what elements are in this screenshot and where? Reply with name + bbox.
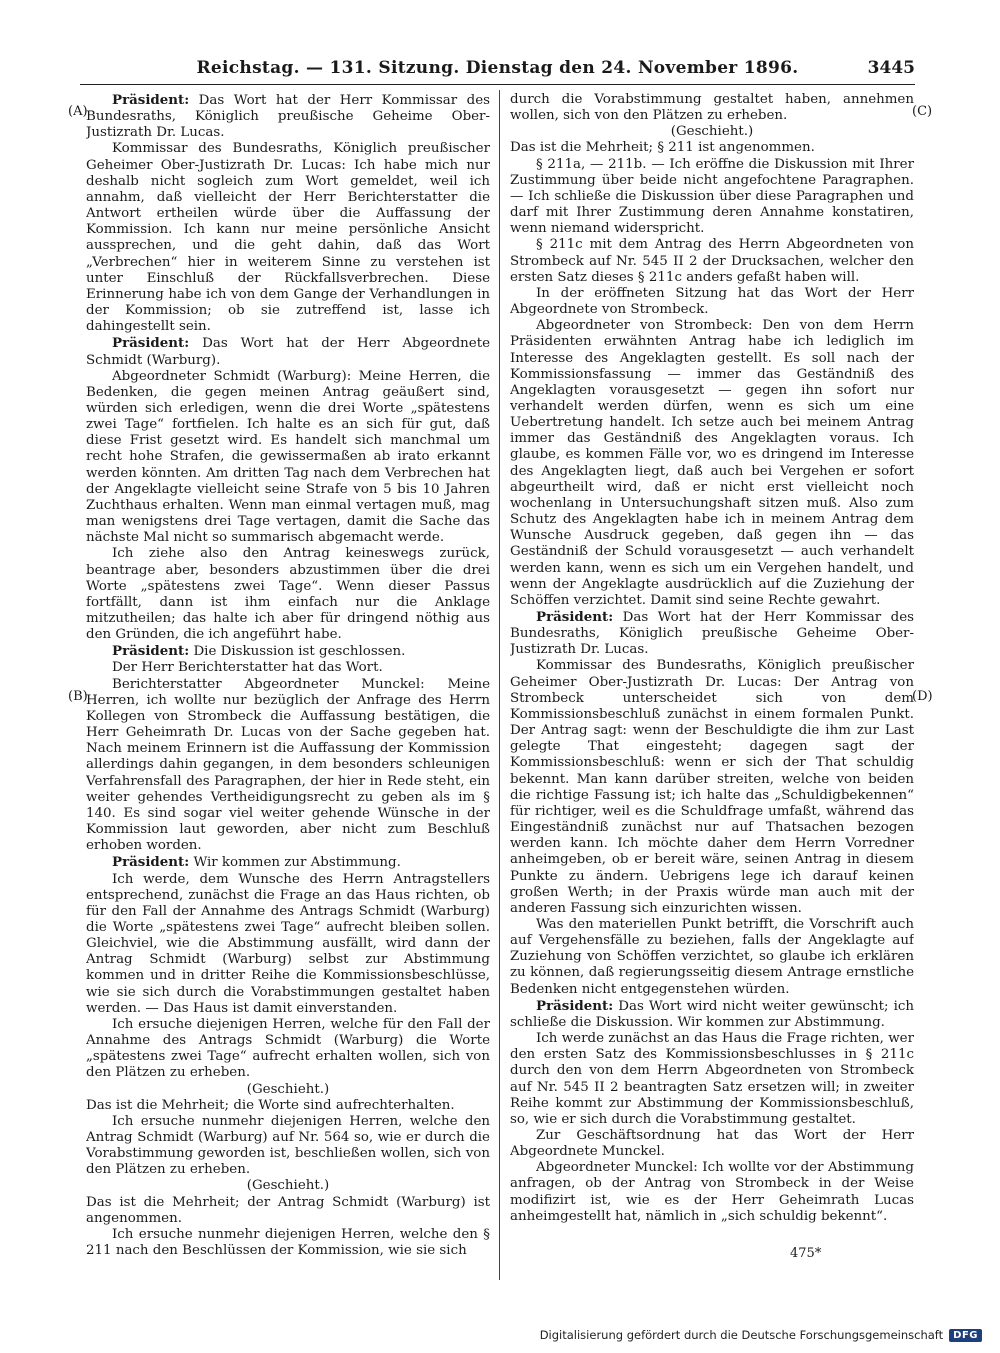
paragraph [86,643,490,660]
paragraph-text: In der eröffneten Sitzung hat das Wort der Herr Abgeordnete von Strombeck. [510,285,914,318]
paragraph-text: Das ist die Mehrheit; der Antrag Schmidt (Warburg) ist angenommen. [86,1194,490,1226]
paragraph-text: (Geschieht.) [670,124,754,140]
margin-marker-c: (C) [912,104,933,119]
paragraph-text: Abgeordneter von Strombeck: Den von dem Herrn Präsidenten erwähnten Antrag habe ich lediglich im Interesse des Angeklagten gestellt. Es soll nach der Kommissionsfassung — immer das Geständniß des Angeklagten vorausgesetzt — gegen ihn sofort nur verhandelt werden dürfen, wenn es sich um eine Uebertretung handelt. Ich setze auch bei meinem Antrag immer das Geständniß des Angeklagten voraus. Ich glaube, es kommen Fälle vor, wo es dringend im Interesse des Angeklagten liegt, daß auch bei Vergehen er sofort abgeurtheilt wird, daß er nicht erst vielleicht noch wochenlang in Untersuchungshaft sitzen muß. Also zum Schutz des Angeklagten habe ich in meinem Antrag dem Wunsche Ausdruck gegeben, daß gegen ihn — das Geständniß der Schuld vorausgesetzt — auch verhandelt werden kann, wenn es sich um ein Vergehen handelt, und wenn der Angeklagte ausdrücklich auf die Zuziehung der Schöffen verzichtet. Damit sind seine Rechte gewahrt. [510,318,914,608]
signature-mark: 475* [790,1246,822,1261]
paragraph-text: Kommissar des Bundesraths, Königlich preußischer Geheimer Ober-Justizrath Dr. Lucas: Ich habe mich nur deshalb nicht sogleich zum Wort gemeldet, weil ich annahm, daß vielleicht der Herr Berichterstatter die Antwort ertheilen würde über die Auffassung der Kommission. Ich kann nur meine persönliche Ansicht aussprechen, und die geht dahin, daß das Wort „Verbrechen“ hier in weiterem Sinne zu verstehen ist unter Einschluß der Rückfallsverbrechen. Diese Erinnerung habe ich von dem Gange der Verhandlungen in der Kommission; ob sie zutreffend ist, lasse ich dahingestellt sein. [86,141,490,335]
paragraph [86,546,490,643]
paragraph-text: Abgeordneter Munckel: Ich wollte vor der Abstimmung anfragen, ob der Antrag von Strombeck in der Weise modifizirt ist, wie es der Herr Geheimrath Lucas anheimgestellt hat, nämlich in „sich schuldig bekennt“. [510,1160,914,1224]
paragraph-text: Wir kommen zur Abstimmung. [189,855,401,871]
left-column [86,92,490,1277]
column-divider [499,90,500,1280]
page-number: 3445 [867,58,915,78]
paragraph [86,872,490,1017]
paragraph [86,660,490,676]
paragraph [510,157,914,238]
paragraph [86,854,490,871]
paragraph-text: Das ist die Mehrheit; die Worte sind aufrechterhalten. [86,1097,455,1113]
paragraph-text: Ich ersuche nunmehr diejenigen Herren, welche den Antrag Schmidt (Warburg) auf Nr. 564 so, wie er durch die Vorabstimmung geworden ist, beschließen wollen, sich von den Plätzen zu erheben. [86,1113,490,1178]
paragraph-text: Ich ziehe also den Antrag keineswegs zurück, beantrage aber, besonders abzustimmen über die drei Worte „spätestens zwei Tage“. Wenn dieser Passus fortfällt, dann ist ihm einfach nur die Anklage mitzutheilen; das halte ich aber für dringend nöthig aus den Gründen, die ich angeführt habe. [86,546,490,643]
paragraph-text: Das Wort wird nicht weiter gewünscht; ich schließe die Diskussion. Wir kommen zur Abstimmung. [510,998,914,1030]
paragraph-text: durch die Vorabstimmung gestaltet haben, annehmen wollen, sich von den Plätzen zu erheben. [510,92,914,124]
paragraph [86,92,490,141]
paragraph [510,917,914,998]
paragraph [510,237,914,285]
paragraph [510,92,914,124]
paragraph-text: Abgeordneter Schmidt (Warburg): Meine Herren, die Bedenken, die gegen meinen Antrag geäußert sind, würden sich erledigen, wenn die drei Worte „spätestens zwei Tage“ fortfielen. Ich halte es an sich für gut, daß diese Frist gesetzt wird. Es handelt sich manchmal um recht hohe Strafen, die gewissermaßen ab irato erkannt werden könnten. Am dritten Tag nach dem Verbrechen hat der Angeklagte vielleicht seine Strafe von 5 bis 10 Jahren Zuchthaus erhalten. Wenn man einmal vertagen muß, mag man wenigstens drei Tage vertagen, damit die Sache das nächste Mal nicht so summarisch abgemacht werde. [86,368,490,546]
speaker-label: Präsident: [112,643,190,660]
margin-marker-b: (B) [68,689,88,704]
paragraph [510,140,914,156]
paragraph [510,124,914,140]
right-column [510,92,914,1277]
paragraph [510,286,914,318]
paragraph [510,1160,914,1225]
paragraph [86,1017,490,1082]
paragraph-text: Ich werde zunächst an das Haus die Frage richten, wer den ersten Satz des Kommissionsbeschlusses in § 211c durch den von dem Herrn Abgeordneten von Strombeck auf Nr. 545 II 2 beantragten Satz ersetzen will; in zweiter Reihe kommt zur Abstimmung der Kommissionsbeschluß, so, wie er sich durch die Vorabstimmung gestaltet. [510,1031,914,1127]
paragraph [510,318,914,609]
paragraph-text: § 211c mit dem Antrag des Herrn Abgeordneten von Strombeck auf Nr. 545 II 2 der Drucksachen, welcher den ersten Satz dieses § 211c anders gefaßt haben will. [510,237,914,285]
paragraph-text: Kommissar des Bundesraths, Königlich preußischer Geheimer Ober-Justizrath Dr. Lucas: Der Antrag von Strombeck unterscheidet sich von dem Kommissionsbeschluß zunächst in einem formalen Punkt. Der Antrag sagt: wenn der Beschuldigte die ihm zur Last gelegte That eingesteht; dagegen sagt der Kommissionsbeschluß: wenn er sich der That schuldig bekennt. Man kann darüber streiten, welche von beiden die richtige Fassung ist; ich halte das „Schuldigbekennen“ für richtiger, weil es die Schuldfrage umfaßt, während das Eingeständniß zunächst nur auf Thatsachen bezogen werden kann. Ich möchte daher dem Herrn Vorredner anheimgeben, ob er bereit wäre, seinen Antrag in diesem Punkte zu ändern. Uebrigens lege ich darauf keinen großen Werth; in der Praxis würde man auch mit der anderen Fassung sich einzurichten wissen. [510,658,914,916]
paragraph-text: Ich ersuche diejenigen Herren, welche für den Fall der Annahme des Antrags Schmidt (Warburg) die Worte „spätestens zwei Tage“ aufrecht erhalten wollen, sich von den Plätzen zu erheben. [86,1016,490,1081]
paragraph [86,369,490,547]
paragraph-text: (Geschieht.) [246,1081,330,1097]
dfg-logo-icon: DFG [949,1329,982,1342]
speaker-label: Präsident: [112,854,190,871]
paragraph [86,1114,490,1179]
margin-marker-d: (D) [912,689,933,704]
speaker-label: Präsident: [536,997,614,1014]
paragraph [86,1178,490,1194]
paragraph [86,1082,490,1098]
speaker-label: Präsident: [112,335,190,352]
paragraph [510,658,914,917]
paragraph-text: § 211a, — 211b. — Ich eröffne die Diskussion mit Ihrer Zustimmung über beide nicht angefochtene Paragraphen. — Ich schließe die Diskussion über diese Paragraphen und darf mit Ihrer Zustimmung deren Annahme konstatiren, wenn niemand widerspricht. [510,156,914,237]
speaker-label: Präsident: [536,609,614,625]
paragraph-text: (Geschieht.) [246,1178,330,1194]
paragraph-text: Was den materiellen Punkt betrifft, die Vorschrift auch auf Vergehensfälle zu beziehen, falls der Angeklagte auf Zuziehung von Schöffen verzichtet, so glaube ich erklären zu können, daß regierungsseitig diesem Antrage ernstliche Bedenken nicht entgegenstehen würden. [510,916,914,997]
page-header [80,58,915,85]
paragraph [86,677,490,855]
paragraph-text: Das Wort hat der Herr Abgeordnete Schmidt (Warburg). [86,336,490,368]
paragraph [510,1128,914,1160]
speaker-label: Präsident: [112,92,190,108]
paragraph-text: Das Wort hat der Herr Kommissar des Bundesraths, Königlich preußische Geheime Ober-Justizrath Dr. Lucas. [510,610,914,658]
paragraph [86,1227,490,1259]
paragraph [510,609,914,658]
running-title: Reichstag. — 131. Sitzung. Dienstag den 24. November 1896. [196,58,799,78]
paragraph [510,998,914,1031]
paragraph-text: Berichterstatter Abgeordneter Munckel: Meine Herren, ich wollte nur bezüglich der Anfrage des Herrn Kollegen von Strombeck die Auffassung bestätigen, die Herr Geheimrath Dr. Lucas von der Sache gegeben hat. Nach meinem Erinnern ist die Auffassung der Kommission allerdings dahin gegangen, in dem besonders schleunigen Verfahrensfall des Paragraphen, der hier in Rede steht, ein weiter gehendes Vertheidigungsrecht zu geben als im § 140. Es sind sogar viel weiter gehende Wünsche in der Kommission laut geworden, aber nicht zum Beschluß erhoben worden. [86,676,490,854]
paragraph [510,1031,914,1128]
paragraph-text: Ich werde, dem Wunsche des Herrn Antragstellers entsprechend, zunächst die Frage an das Haus richten, ob für den Fall der Annahme des Antrags Schmidt (Warburg) die Worte „spätestens zwei Tage“ aufrecht bleiben sollen. Gleichviel, wie die Abstimmung ausfällt, wird dann der Antrag Schmidt (Warburg) selbst zur Abstimmung kommen und in dritter Reihe die Kommissionsbeschlüsse, wie sie sich durch die Vorabstimmungen gestaltet haben werden. — Das Haus ist damit einverstanden. [86,871,490,1016]
paragraph-text: Ich ersuche nunmehr diejenigen Herren, welche den § 211 nach den Beschlüssen der Kommission, wie sie sich [86,1226,490,1259]
paragraph-text: Das ist die Mehrheit; § 211 ist angenommen. [510,140,815,156]
footer [540,1328,982,1342]
paragraph-text: Der Herr Berichterstatter hat das Wort. [112,660,383,676]
paragraph-text: Zur Geschäftsordnung hat das Wort der Herr Abgeordnete Munckel. [510,1128,914,1160]
paragraph [86,1195,490,1227]
paragraph [86,335,490,368]
footer-credit: Digitalisierung gefördert durch die Deutsche Forschungsgemeinschaft [539,1328,944,1342]
paragraph [86,141,490,335]
paragraph-text: Die Diskussion ist geschlossen. [189,644,406,660]
paragraph [86,1098,490,1114]
margin-marker-a: (A) [68,104,88,119]
paragraph-text: Das Wort hat der Herr Kommissar des Bundesraths, Königlich preußische Geheime Ober-Justizrath Dr. Lucas. [86,93,490,141]
